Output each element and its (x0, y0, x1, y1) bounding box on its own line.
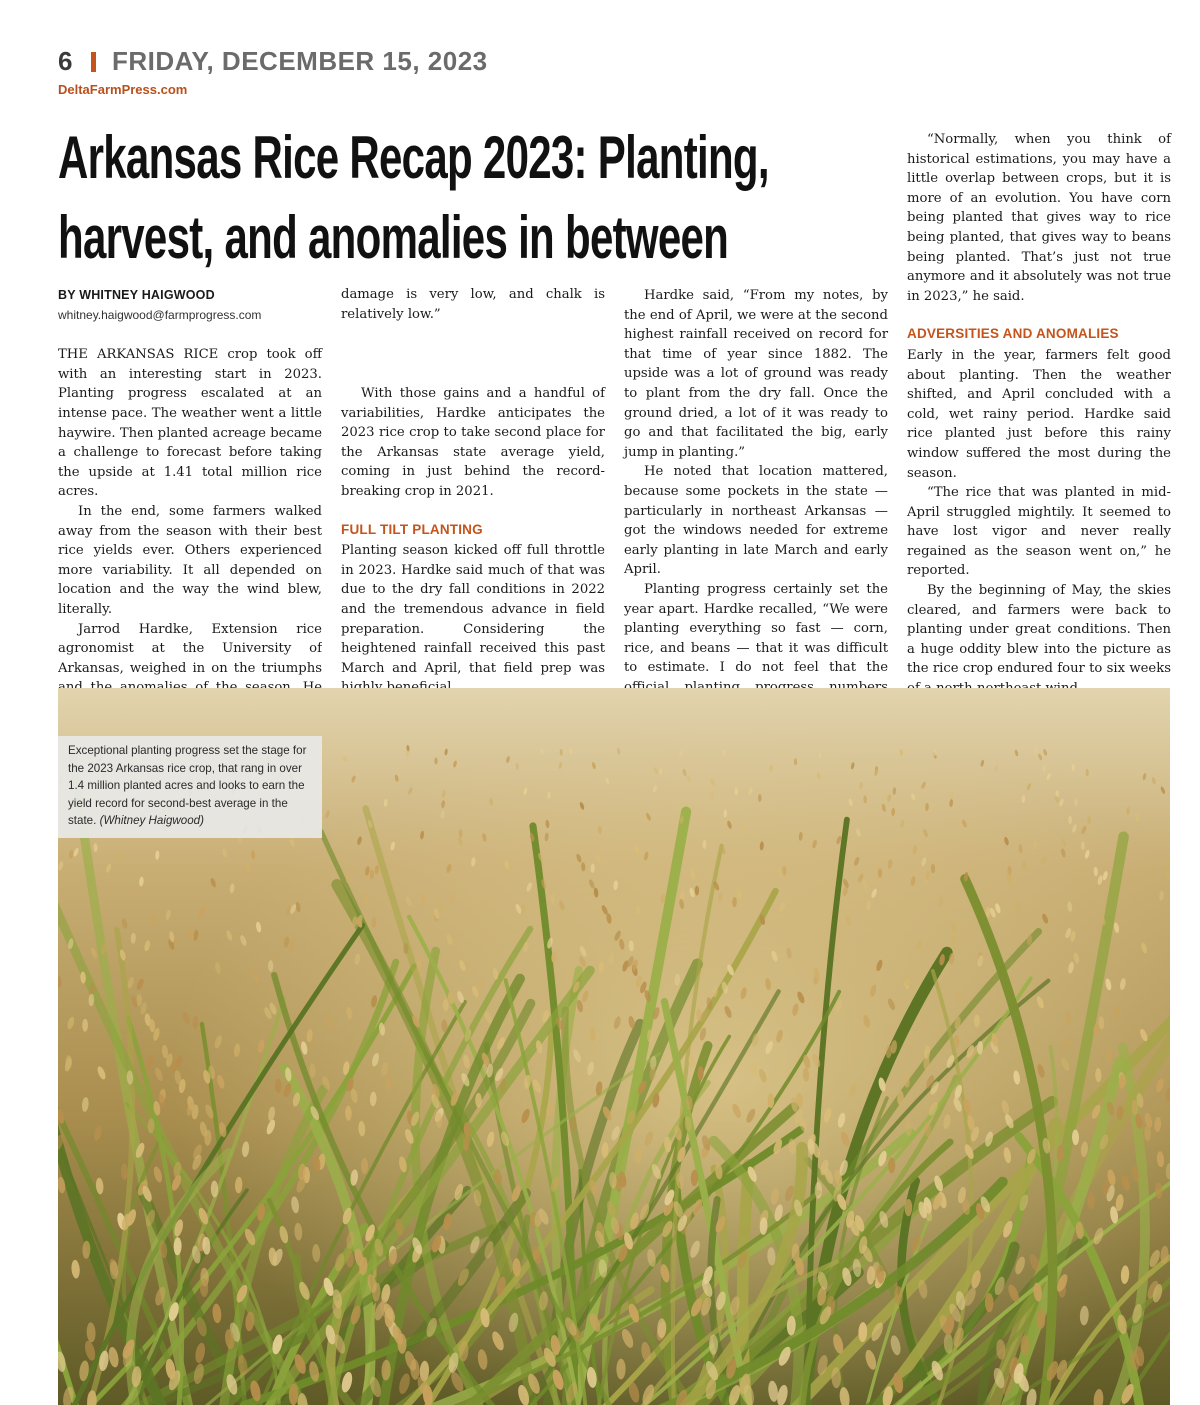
paragraph: Jarrod Hardke, Extension rice agronomist at the University of Arkansas, weighed in on the triumphs (58, 621, 322, 676)
paragraph: “The rice that was planted in mid-April struggled mightily. It seemed to have lost vigor and never really regained as the season went on,” he reported. (907, 485, 1171, 579)
page-number: 6 (58, 46, 73, 76)
author-email: whitney.haigwood@farmprogress.com (58, 307, 262, 322)
byline: BY WHITNEY HAIGWOOD (58, 288, 215, 302)
headline-line-2: harvest, and anomalies in between (58, 204, 729, 271)
rice-grain (635, 1147, 642, 1163)
column-4 (907, 130, 1171, 718)
column-2 (341, 286, 605, 698)
page-folio (58, 46, 488, 77)
photo-credit: (Whitney Haigwood) (99, 814, 204, 828)
photo-caption (58, 736, 322, 838)
folio-divider (91, 52, 96, 72)
paragraph: By the beginning of May, the skies cleared, and farmers were back to planting under great conditions. Then a huge oddity blew into the picture as the rice crop endured four to six weeks (907, 583, 1171, 677)
subhead-adversities-and-anomalies: ADVERSITIES AND ANOMALIES (907, 326, 1119, 342)
paragraph: Planting season kicked off full throttle in 2023. Hardke said much of that was due to the dry fall conditions in 2022 and the tremendous advance in field preparation. Considering the heightened rainfall received this past March and April, that field prep was (341, 543, 605, 676)
paragraph: Planting progress certainly set the year apart. Hardke recalled, “We were planting everything so fast — corn, rice, and beans — that it was difficult to estimate. I do not feel that the (624, 581, 888, 676)
rice-grain (695, 886, 699, 896)
headline (58, 118, 919, 278)
paragraph: THE ARKANSAS RICE crop took off with an interesting start in 2023. Planting progress escalated at an intense pace. The weather went a little haywire. Then planted acreage became a challenge to forecast before taking the upside at 1.41 total million rice acres. (58, 347, 322, 500)
site-url: DeltaFarmPress.com (58, 82, 188, 97)
paragraph-continued-text: damage is very low, and chalk is relatively low.” (341, 287, 605, 322)
paragraph: With those gains and a handful of variabilities, Hardke anticipates the 2023 rice crop to take second place for the Arkansas state average yield, coming in just behind the record-breaking crop in 2021. (341, 386, 605, 499)
column-3 (624, 286, 888, 717)
paragraph: Hardke said, “From my notes, by the end of April, we were at the second highest rainfall received on record for that time of year since 1882. The upside was a lot of ground was ready to plant from the dry fall. Once the ground dried, a lot of it was ready to go and that facilitated the big, early jump in planting.” (624, 288, 888, 460)
rice-grain (768, 1093, 775, 1108)
paragraph: Early in the year, farmers felt good about planting. Then the weather shifted, and April concluded with a cold, wet rainy period. Hardke said rice planted just before this rainy window suffered the most during the season. (907, 347, 1171, 481)
rice-grain (1131, 1100, 1138, 1115)
rice-grain (616, 1359, 625, 1380)
paragraph: In the end, some farmers walked away from the season with their best rice yields ever. Others experienced more variability. It all depended on location and the way the wind blew, literally. (58, 503, 322, 617)
rice-grain (361, 1158, 368, 1174)
column-1 (58, 286, 322, 719)
paragraph: He noted that location mattered, because some pockets in the state — particularly in northeast Arkansas — got the windows needed for extreme early planting in late March and early April. (624, 464, 888, 578)
issue-date: FRIDAY, DECEMBER 15, 2023 (111, 46, 488, 76)
subhead-full-tilt-planting: FULL TILT PLANTING (341, 521, 483, 537)
paragraph: “Normally, when you think of historical estimations, you may have a little overlap between crops, but it is more of an evolution. You have corn being planted that gives way to rice being planted, that gives way to beans being planted. That’s just not true anymore and it absolutely was not true in 2023,” he said. (907, 132, 1171, 304)
caption-text: Exceptional planting progress set the stage for the 2023 Arkansas rice crop, that rang in over 1.4 million planted acres and looks to earn the yield record for second-best average in the state. (68, 744, 307, 828)
paragraph-continued (341, 286, 605, 384)
headline-line-1: Arkansas Rice Recap 2023: Planting, (58, 124, 769, 191)
rice-grain (288, 940, 293, 951)
